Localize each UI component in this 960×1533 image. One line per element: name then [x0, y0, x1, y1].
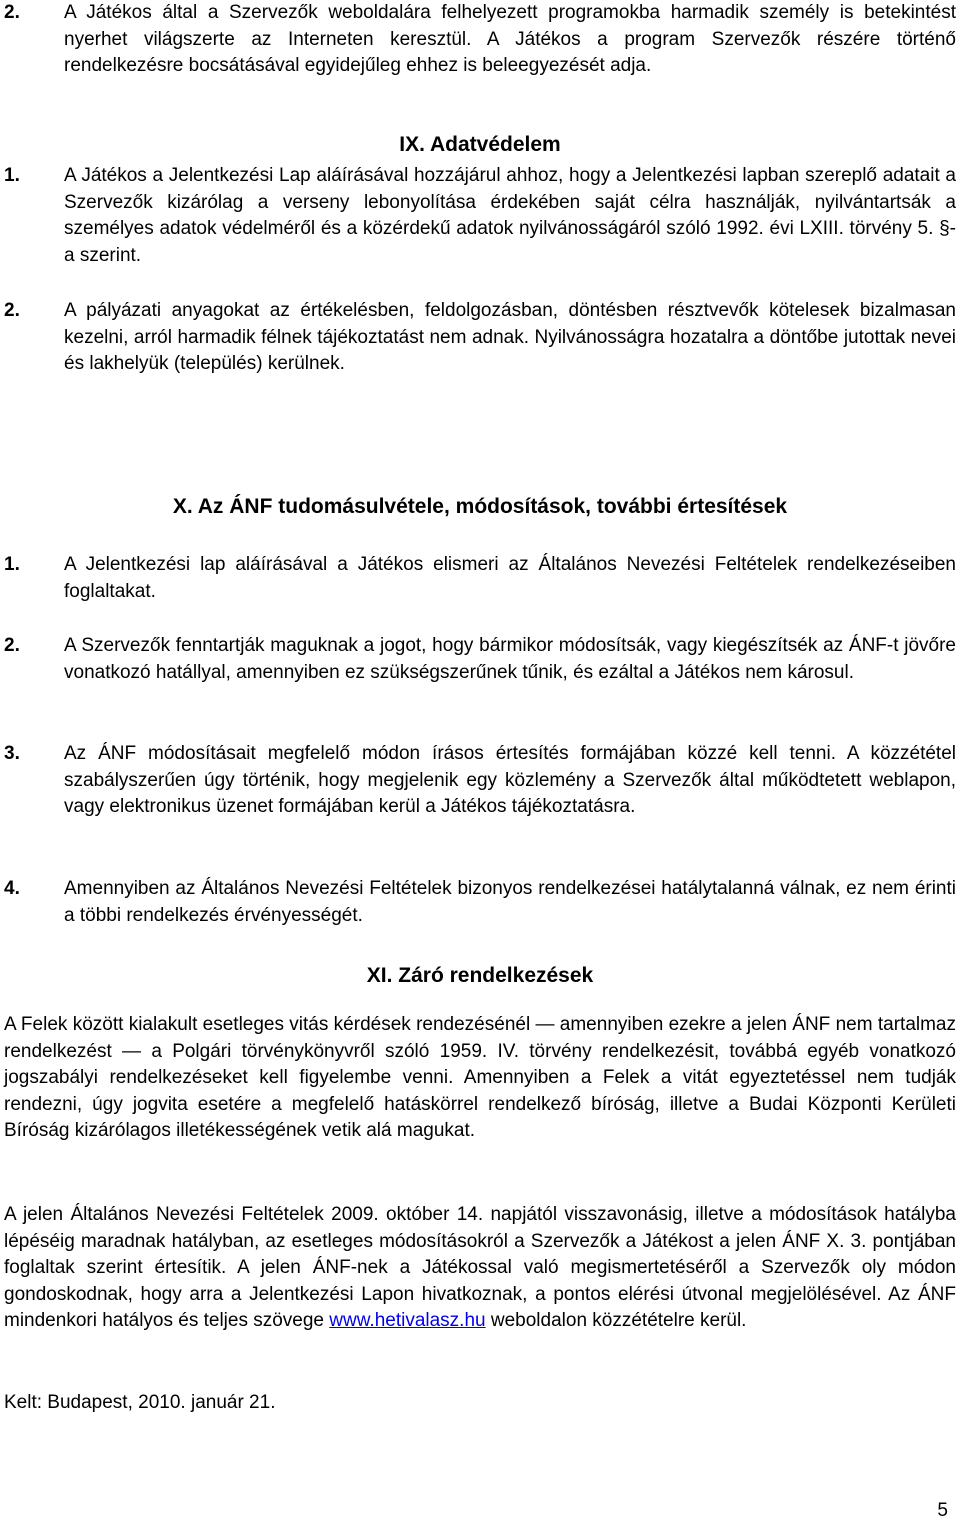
item-number: 2. [4, 2, 20, 23]
list-item [4, 876, 956, 929]
closing-paragraph: A Felek között kialakult esetleges vitás kérdések rendezésénél — amennyiben ezekre a jelen ÁNF nem tartalmaz rendelkezést — a Polgári törvénykönyvről szóló 1959. IV. törvény rendelkezésit, továbbá egyéb vonatkozó jogszabályi rendelkezéseket kell figyelembe venni. Amennyiben a Felek a vitát egyeztetéssel nem tudják rendezni, úgy jogvita esetére a megfelelő hatáskörrel rendelkező bíróság, illetve a Budai Központi Kerületi Bíróság kizárólagos illetékességének vetik alá magukat. [4, 1014, 956, 1141]
item-number: 4. [4, 878, 20, 899]
item-text: A Jelentkezési lap aláírásával a Játékos elismeri az Általános Nevezési Feltételek rendelkezéseiben foglaltakat. [64, 554, 956, 602]
list-item [4, 298, 956, 378]
item-text: A Játékos által a Szervezők weboldalára felhelyezett programokba harmadik személy is betekintést nyerhet világszerte az Interneten keresztül. A Játékos a program Szervezők részére történő rendelkezésre bocsátásával egyidejűleg ehhez is beleegyezését adja. [64, 2, 956, 76]
list-item [4, 741, 956, 821]
item-number: 2. [4, 300, 20, 321]
item-number: 2. [4, 635, 20, 656]
dateline: Kelt: Budapest, 2010. január 21. [4, 1392, 276, 1413]
item-text: Az ÁNF módosításait megfelelő módon írásos értesítés formájában közzé kell tenni. A közzététel szabályszerűen úgy történik, hogy megjelenik egy közlemény a Szervezők által működtetett weblapon, vagy elektronikus üzenet formájában kerül a Játékos tájékoztatásra. [64, 743, 956, 817]
validity-text-end: weboldalon közzétételre kerül. [485, 1310, 747, 1331]
hetivalasz-link[interactable]: www.hetivalasz.hu [329, 1310, 486, 1331]
section-heading-x: X. Az ÁNF tudomásulvétele, módosítások, további értesítések [172, 495, 788, 518]
item-text: A Játékos a Jelentkezési Lap aláírásával hozzájárul ahhoz, hogy a Jelentkezési lapban szereplő adatait a Szervezők kizárólag a verseny lebonyolítása érdekében saját célra használják, nyilvántartsák a személyes adatok védelméről és a közérdekű adatok nyilvánosságáról szóló 1992. évi LXIII. törvény 5. §-a szerint. [64, 165, 956, 266]
section-heading-ix: IX. Adatvédelem [399, 133, 561, 156]
section-heading-xi: XI. Záró rendelkezések [366, 964, 594, 987]
list-item [4, 633, 956, 686]
validity-text: A jelen Általános Nevezési Feltételek 2009. október 14. napjától visszavonásig, illetve a módosítások hatályba lépéséig maradnak hatályban, az esetleges módosításokról a Szervezők a Játékost a jelen ÁNF X. 3. pontjában foglaltak szerint értesítik. A jelen ÁNF-nek a Játékossal való megismertetéséről a Szervezők oly módon gondoskodnak, hogy arra a Jelentkezési Lapon hivatkoznak, a pontos elérési útvonal megjelölésével. Az ÁNF mindenkori hatályos és teljes szövege [4, 1204, 956, 1331]
item-text: A pályázati anyagokat az értékelésben, feldolgozásban, döntésben résztvevők kötelesek bizalmasan kezelni, arról harmadik félnek tájékoztatást nem adnak. Nyilvánosságra hozatalra a döntőbe jutottak nevei és lakhelyük (település) kerülnek. [64, 300, 956, 374]
page-number: 5 [937, 1500, 948, 1521]
item-number: 3. [4, 743, 20, 764]
list-item [4, 0, 956, 80]
item-text: A Szervezők fenntartják maguknak a jogot, hogy bármikor módosítsák, vagy kiegészítsék az ÁNF-t jövőre vonatkozó hatállyal, amennyiben ez szükségszerűnek tűnik, és ezáltal a Játékos nem károsul. [64, 635, 956, 683]
item-number: 1. [4, 165, 20, 186]
item-number: 1. [4, 554, 20, 575]
list-item [4, 163, 956, 269]
item-text: Amennyiben az Általános Nevezési Feltételek bizonyos rendelkezései hatálytalanná válnak, ez nem érinti a többi rendelkezés érvényességét. [64, 878, 956, 926]
list-item [4, 552, 956, 605]
validity-paragraph [4, 1202, 956, 1335]
